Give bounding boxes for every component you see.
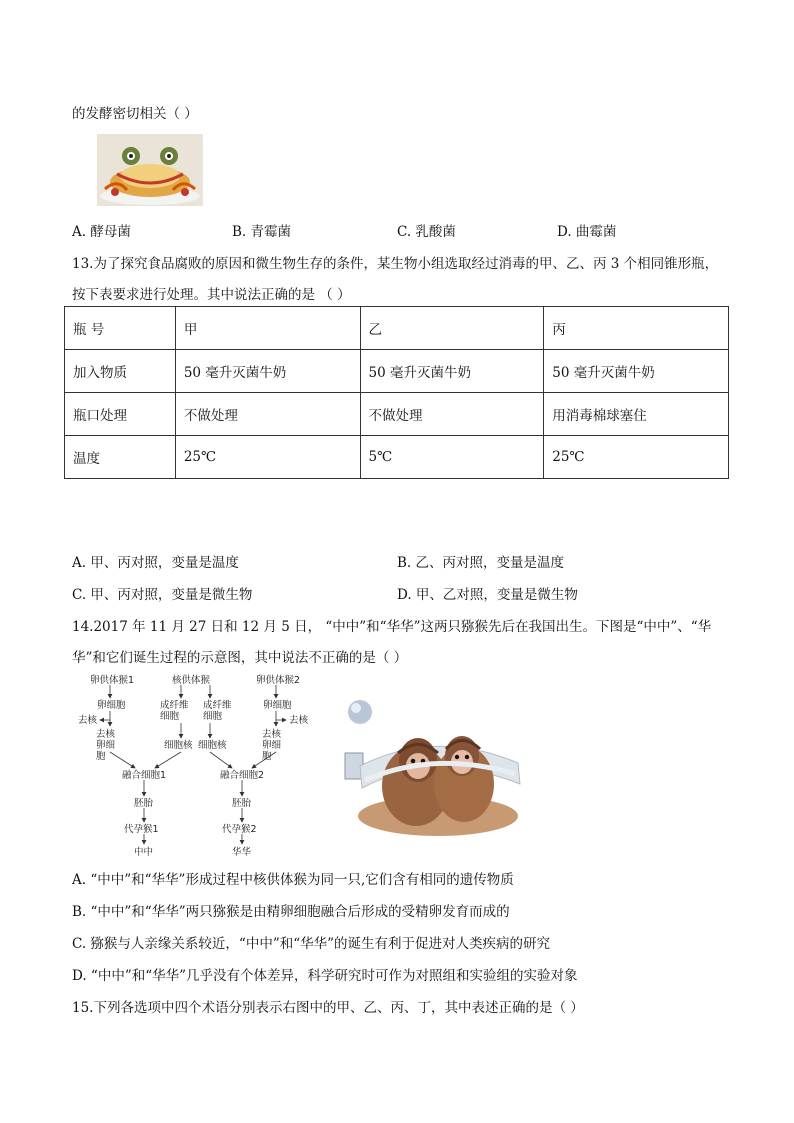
experiment-table — [64, 306, 729, 479]
donor2-label: 卵供体猴2 — [256, 675, 301, 686]
cloned-macaques-photo — [340, 688, 530, 840]
table-cell: 5℃ — [360, 436, 544, 479]
q13-stem-line1: 13.为了探究食品腐败的原因和微生物生存的条件，某生物小组选取经过消毒的甲、乙、丙 3 个相同锥形瓶， — [72, 256, 719, 272]
table-cell: 不做处理 — [175, 393, 360, 436]
table-cell: 乙 — [360, 307, 544, 350]
table-row — [65, 436, 729, 479]
fib2-label: 成纤维细胞 — [203, 700, 232, 722]
enucleated2-label: 去核卵细胞 — [262, 729, 282, 762]
egg2-label: 卵细胞 — [263, 700, 292, 711]
q12-option-c: C. 乳酸菌 — [397, 224, 456, 240]
table-cell: 瓶 号 — [65, 307, 176, 350]
donor1-label: 卵供体猴1 — [90, 675, 135, 686]
table-cell: 用消毒棉球塞住 — [544, 393, 729, 436]
q14-option-c: C. 猕猴与人亲缘关系较近，“中中”和“华华”的诞生有利于促进对人类疾病的研究 — [72, 936, 551, 952]
baby1-label: 中中 — [134, 847, 154, 858]
q13-stem-line2: 按下表要求进行处理。其中说法正确的是 （ ） — [72, 287, 351, 303]
nucleus-donor-label: 核供体猴 — [172, 675, 211, 686]
fusion2-label: 融合细胞2 — [220, 770, 265, 781]
baby2-label: 华华 — [232, 847, 252, 858]
surrogate1-label: 代孕猴1 — [124, 824, 159, 835]
table-cell: 50 毫升灭菌牛奶 — [360, 350, 544, 393]
q14-option-d: D. “中中”和“华华”几乎没有个体差异，科学研究时可作为对照组和实验组的实验对象 — [72, 968, 578, 984]
enucleated1-label: 去核卵细胞 — [96, 729, 116, 762]
table-cell: 丙 — [544, 307, 729, 350]
nucleus1-label: 细胞核 — [164, 740, 193, 751]
fib1-label: 成纤维细胞 — [160, 700, 189, 722]
remove2-label: 去核 — [289, 715, 309, 726]
q12-option-d: D. 曲霉菌 — [557, 224, 617, 240]
egg1-label: 卵细胞 — [97, 700, 126, 711]
q12-option-b: B. 青霉菌 — [232, 224, 292, 240]
q15-stem: 15.下列各选项中四个术语分别表示右图中的甲、乙、丙、丁，其中表述正确的是（ ） — [72, 1000, 584, 1016]
table-cell: 甲 — [175, 307, 360, 350]
q14-stem-line2: 华”和它们诞生过程的示意图，其中说法不正确的是（ ） — [72, 650, 408, 666]
q12-option-a: A. 酵母菌 — [72, 224, 131, 240]
nucleus2-label: 细胞核 — [198, 740, 227, 751]
q14-option-a: A. “中中”和“华华”形成过程中核供体猴为同一只,它们含有相同的遗传物质 — [72, 872, 514, 888]
cloning-flow-diagram — [60, 672, 350, 862]
table-cell: 不做处理 — [360, 393, 544, 436]
food-sculpture-image — [97, 134, 203, 206]
q14-option-b: B. “中中”和“华华”两只猕猴是由精卵细胞融合后形成的受精卵发育而成的 — [72, 904, 510, 920]
q12-stem-tail: 的发酵密切相关（ ） — [72, 106, 198, 122]
q14-stem-line1: 14.2017 年 11 月 27 日和 12 月 5 日， “中中”和“华华”这两只猕猴先后在我国出生。下图是“中中”、“华 — [72, 619, 712, 635]
q13-option-a: A. 甲、丙对照，变量是温度 — [72, 555, 239, 571]
table-cell: 50 毫升灭菌牛奶 — [544, 350, 729, 393]
q13-option-c: C. 甲、丙对照，变量是微生物 — [72, 587, 253, 603]
table-cell: 瓶口处理 — [65, 393, 176, 436]
surrogate2-label: 代孕猴2 — [222, 824, 257, 835]
table-cell: 25℃ — [175, 436, 360, 479]
table-row — [65, 393, 729, 436]
table-cell: 加入物质 — [65, 350, 176, 393]
table-cell: 25℃ — [544, 436, 729, 479]
embryo1-label: 胚胎 — [134, 798, 154, 809]
table-row — [65, 350, 729, 393]
table-row — [65, 307, 729, 350]
table-cell: 50 毫升灭菌牛奶 — [175, 350, 360, 393]
table-cell: 温度 — [65, 436, 176, 479]
remove1-label: 去核 — [78, 715, 98, 726]
q13-option-d: D. 甲、乙对照，变量是微生物 — [397, 587, 578, 603]
fusion1-label: 融合细胞1 — [122, 770, 167, 781]
embryo2-label: 胚胎 — [232, 798, 252, 809]
q13-option-b: B. 乙、丙对照，变量是温度 — [397, 555, 565, 571]
